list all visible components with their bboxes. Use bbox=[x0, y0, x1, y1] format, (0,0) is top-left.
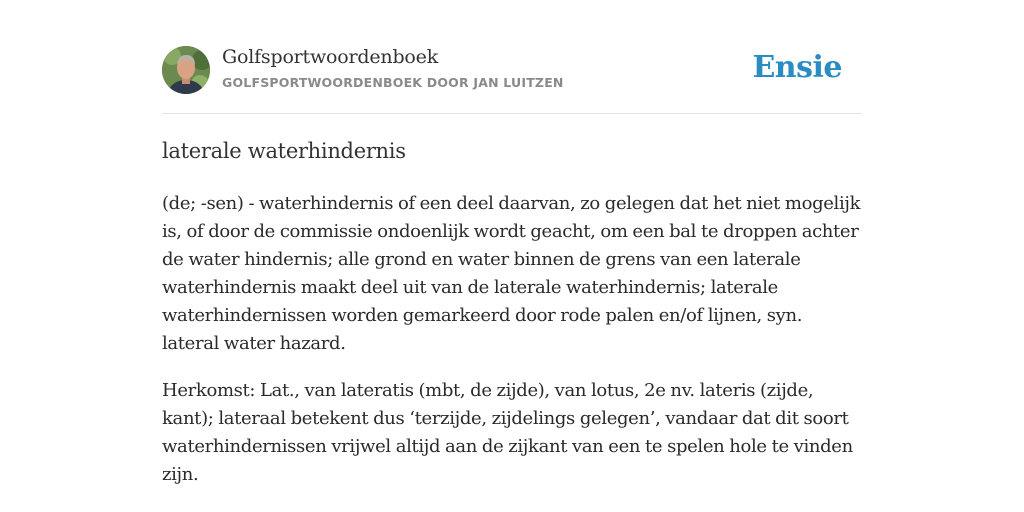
dictionary-header bbox=[162, 46, 862, 96]
dictionary-subtitle[interactable]: GOLFSPORTWOORDENBOEK DOOR JAN LUITZEN bbox=[222, 75, 564, 90]
entry-origin: Herkomst: Lat., van lateratis (mbt, de zijde), van lotus, 2e nv. lateris (zijde, kant); lateraal betekent dus ‘terzijde, zijdelings gelegen’, vandaar dat dit soort waterhindernissen vrijwel altijd aan de zijkant van een te spelen hole te vinden zijn. bbox=[162, 380, 853, 485]
entry-term: laterale waterhindernis bbox=[162, 139, 406, 163]
author-photo-icon bbox=[162, 46, 210, 94]
author-avatar[interactable] bbox=[162, 46, 210, 94]
ensie-logo[interactable]: Ensie bbox=[752, 50, 842, 85]
dictionary-name[interactable]: Golfsportwoordenboek bbox=[222, 46, 439, 68]
header-divider bbox=[162, 113, 862, 114]
entry-definition: (de; -sen) - waterhindernis of een deel daarvan, zo gelegen dat het niet mogelijk is, of door de commissie ondoenlijk wordt geacht, om een bal te droppen achter de water hindernis; alle grond en water binnen de grens van een laterale waterhindernis maakt deel uit van de laterale waterhindernis; laterale waterhindernissen worden gemarkeerd door rode palen en/of lijnen, syn. lateral water hazard. bbox=[162, 193, 861, 354]
